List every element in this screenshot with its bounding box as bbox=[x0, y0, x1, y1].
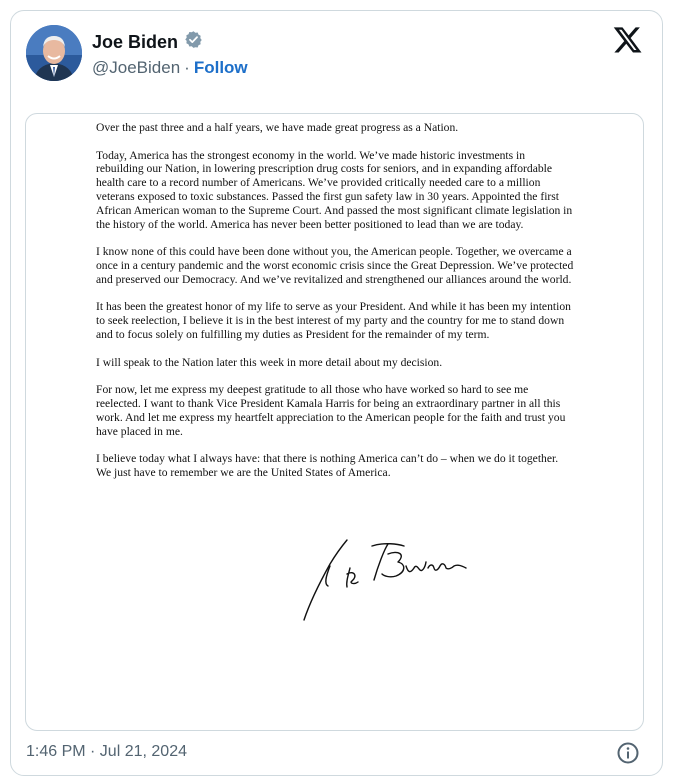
letter-paragraph: I believe today what I always have: that there is nothing America can’t do – when we do it together. We just have to remember we are the United States of America. bbox=[96, 452, 559, 479]
letter-paragraph: Over the past three and a half years, we have made great progress as a Nation. bbox=[96, 121, 459, 134]
verified-badge-icon bbox=[184, 30, 203, 54]
follow-button[interactable]: Follow bbox=[193, 58, 248, 77]
author-handle-row bbox=[92, 58, 248, 78]
signature bbox=[302, 532, 472, 622]
letter-paragraph: I will speak to the Nation later this week in more detail about my decision. bbox=[96, 355, 443, 369]
letter-paragraph: It has been the greatest honor of my life to serve as your President. And while it has been my intention to seek reelection, I believe it is in the best interest of my party and the country for me to stand down and to focus solely on fulfilling my duties as President for the remainder of my term. bbox=[96, 300, 571, 341]
tweet-card bbox=[10, 10, 663, 776]
letter-paragraph: For now, let me express my deepest gratitude to all those who have worked so hard to see me reelected. I want to thank Vice President Kamala Harris for being an extraordinary partner in all this work. And let me express my heartfelt appreciation to the American people for the faith and trust you have placed in me. bbox=[96, 383, 566, 438]
separator-dot: · bbox=[184, 58, 190, 77]
tweet-timestamp[interactable]: 1:46 PM · Jul 21, 2024 bbox=[26, 743, 187, 760]
letter-text bbox=[96, 121, 574, 494]
author-name-row bbox=[92, 30, 203, 54]
x-logo-icon[interactable] bbox=[612, 25, 642, 55]
letter-paragraph: I know none of this could have been done without you, the American people. Together, we overcame a once in a century pandemic and the worst economic crisis since the Great Depression. We’ve protected and preserved our Democracy. And we’ve revitalized and strengthened our alliances around the world. bbox=[96, 245, 574, 286]
info-icon[interactable] bbox=[616, 741, 640, 765]
letter-image[interactable] bbox=[25, 113, 644, 731]
letter-paragraph: Today, America has the strongest economy in the world. We’ve made historic investments in rebuilding our Nation, in lowering prescription drug costs for seniors, and in expanding affordable health care to a record number of Americans. We’ve provided critically needed care to a million veterans exposed to toxic substances. Passed the first gun safety law in 30 years. Appointed the first African American woman to the Supreme Court. And passed the most significant climate legislation in the history of the world. America has never been better positioned to lead than we are today. bbox=[96, 148, 573, 231]
author-name[interactable]: Joe Biden bbox=[92, 31, 179, 52]
author-handle[interactable]: @JoeBiden bbox=[92, 58, 181, 77]
avatar[interactable] bbox=[26, 25, 82, 81]
